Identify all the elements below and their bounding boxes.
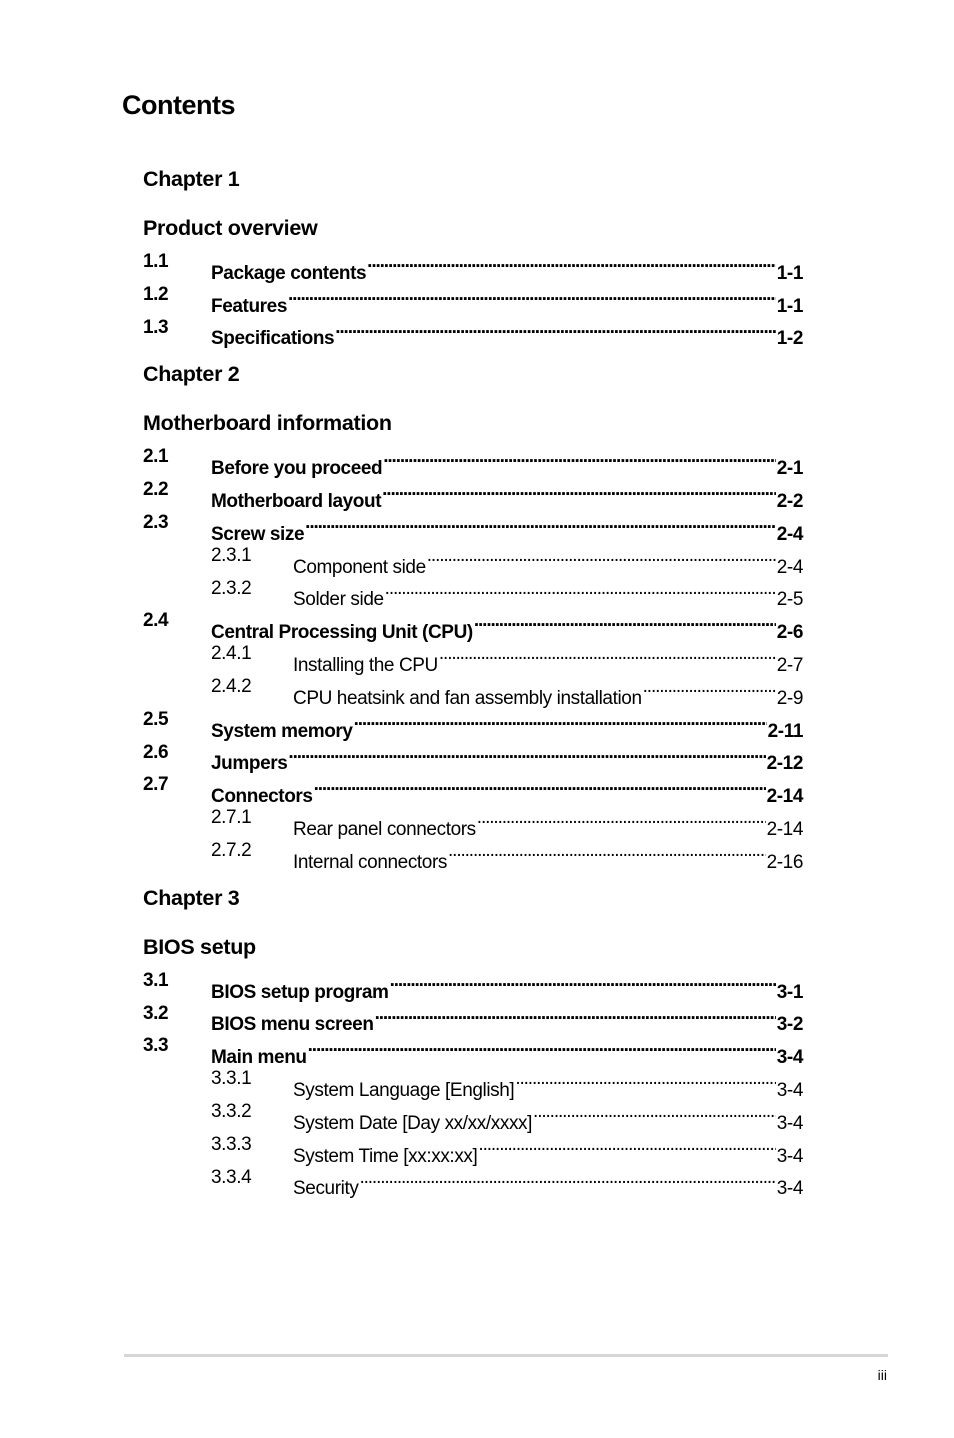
entry-number: 2.7.1 bbox=[211, 807, 252, 829]
chapter-section bbox=[143, 885, 803, 1200]
entry-number: 2.1 bbox=[143, 446, 169, 468]
entry-number: 2.4.2 bbox=[211, 675, 252, 697]
dot-leader bbox=[305, 507, 776, 540]
toc-section-entry[interactable] bbox=[143, 312, 803, 350]
toc-section-entry[interactable] bbox=[143, 1030, 803, 1069]
entry-page-number: 2-9 bbox=[776, 687, 803, 709]
toc-subsection-entry[interactable] bbox=[143, 1096, 803, 1134]
entry-page-number: 2-14 bbox=[766, 786, 803, 808]
dot-leader bbox=[448, 835, 766, 868]
dot-leader bbox=[308, 1030, 776, 1063]
dot-leader bbox=[439, 638, 776, 671]
toc-section-entry[interactable] bbox=[143, 998, 803, 1036]
dot-leader bbox=[515, 1063, 775, 1096]
entry-title: System Date [Day xx/xx/xxxx] bbox=[293, 1112, 533, 1134]
entry-page-number: 2-16 bbox=[766, 851, 803, 873]
dot-leader bbox=[335, 312, 776, 345]
entry-number: 2.2 bbox=[143, 479, 169, 501]
toc-section-entry[interactable] bbox=[143, 474, 803, 512]
dot-leader bbox=[288, 737, 765, 770]
dot-leader bbox=[314, 769, 766, 802]
entry-page-number: 1-1 bbox=[776, 262, 803, 284]
toc-subsection-entry[interactable] bbox=[143, 540, 803, 578]
dot-leader bbox=[390, 965, 776, 998]
toc-section-entry[interactable] bbox=[143, 279, 803, 317]
entry-number: 3.3.3 bbox=[211, 1133, 252, 1155]
entry-page-number: 1-1 bbox=[776, 295, 803, 317]
footer-divider bbox=[124, 1354, 888, 1357]
entry-page-number: 3-4 bbox=[776, 1079, 803, 1101]
entry-page-number: 3-2 bbox=[776, 1014, 803, 1036]
entry-number: 1.2 bbox=[143, 283, 169, 305]
toc-subsection-entry[interactable] bbox=[143, 802, 803, 840]
entry-number: 3.2 bbox=[143, 1002, 169, 1024]
entry-page-number: 3-4 bbox=[776, 1112, 803, 1134]
entry-page-number: 2-14 bbox=[766, 818, 803, 840]
table-of-contents bbox=[143, 166, 803, 1200]
entry-title: Internal connectors bbox=[293, 851, 447, 873]
entry-number: 2.4.1 bbox=[211, 643, 252, 665]
entry-number: 2.7.2 bbox=[211, 839, 252, 861]
dot-leader bbox=[375, 998, 776, 1031]
entry-page-number: 2-5 bbox=[776, 589, 803, 611]
entry-title: Package contents bbox=[211, 262, 367, 284]
toc-subsection-entry[interactable] bbox=[143, 1129, 803, 1167]
toc-subsection-entry[interactable] bbox=[143, 835, 803, 873]
toc-section-entry[interactable] bbox=[143, 246, 803, 284]
dot-leader bbox=[477, 802, 766, 835]
toc-section-entry[interactable] bbox=[143, 965, 803, 1003]
entry-page-number: 2-1 bbox=[776, 458, 803, 480]
chapter-title: Motherboard information bbox=[143, 411, 392, 436]
page-title: Contents bbox=[122, 90, 235, 120]
toc-subsection-entry[interactable] bbox=[143, 638, 803, 676]
entry-page-number: 2-4 bbox=[776, 523, 803, 545]
entry-title: Central Processing Unit (CPU) bbox=[211, 622, 473, 644]
entry-number: 1.3 bbox=[143, 316, 169, 338]
entry-title: System memory bbox=[211, 720, 353, 742]
toc-subsection-entry[interactable] bbox=[143, 671, 803, 709]
entry-page-number: 1-2 bbox=[776, 328, 803, 350]
entry-title: Security bbox=[293, 1178, 359, 1200]
dot-leader bbox=[383, 441, 776, 474]
entry-page-number: 2-11 bbox=[767, 720, 803, 742]
entry-page-number: 3-4 bbox=[776, 1145, 803, 1167]
dot-leader bbox=[367, 246, 776, 279]
entry-title: System Language [English] bbox=[293, 1079, 515, 1101]
entry-number: 2.6 bbox=[143, 741, 169, 763]
dot-leader bbox=[643, 671, 776, 704]
entry-page-number: 3-4 bbox=[776, 1047, 803, 1069]
entry-title: Installing the CPU bbox=[293, 654, 438, 676]
chapter-title: Product overview bbox=[143, 216, 318, 240]
dot-leader bbox=[478, 1129, 775, 1162]
entry-title: Connectors bbox=[211, 786, 313, 808]
chapter-label: Chapter 3 bbox=[143, 885, 240, 910]
page-number: iii bbox=[877, 1367, 887, 1383]
entry-title: System Time [xx:xx:xx] bbox=[293, 1145, 478, 1167]
entry-title: Screw size bbox=[211, 523, 305, 545]
dot-leader bbox=[382, 474, 776, 507]
entry-title: Rear panel connectors bbox=[293, 818, 476, 840]
entry-line bbox=[293, 1162, 803, 1207]
toc-section-entry[interactable] bbox=[143, 704, 803, 742]
entry-number: 1.1 bbox=[143, 251, 169, 272]
entry-title: Jumpers bbox=[211, 753, 288, 775]
chapter-section bbox=[143, 361, 803, 873]
entry-title: Solder side bbox=[293, 589, 384, 611]
entry-title: Before you proceed bbox=[211, 458, 383, 480]
entry-page-number: 3-4 bbox=[776, 1178, 803, 1200]
chapter-label: Chapter 1 bbox=[143, 167, 240, 191]
dot-leader bbox=[385, 573, 776, 606]
toc-subsection-entry[interactable] bbox=[143, 573, 803, 611]
entry-number: 3.3.4 bbox=[211, 1166, 252, 1188]
entry-page-number: 2-7 bbox=[776, 654, 803, 676]
entry-title: Main menu bbox=[211, 1047, 307, 1069]
toc-subsection-entry[interactable] bbox=[143, 1162, 803, 1200]
chapter-section bbox=[143, 166, 803, 350]
entry-line bbox=[211, 312, 803, 357]
entry-number: 3.1 bbox=[143, 969, 169, 991]
entry-number: 3.3 bbox=[143, 1035, 169, 1057]
entry-number: 2.5 bbox=[143, 708, 169, 730]
entry-title: CPU heatsink and fan assembly installation bbox=[293, 687, 642, 709]
entry-title: Features bbox=[211, 295, 288, 317]
dot-leader bbox=[359, 1162, 775, 1195]
toc-section-entry[interactable] bbox=[143, 737, 803, 775]
entry-title: BIOS setup program bbox=[211, 981, 389, 1003]
entry-line bbox=[293, 835, 803, 880]
entry-number: 3.3.2 bbox=[211, 1100, 252, 1122]
dot-leader bbox=[474, 605, 776, 638]
toc-section-entry[interactable] bbox=[143, 605, 803, 644]
entry-number: 2.3.1 bbox=[211, 544, 252, 566]
entry-number: 2.3 bbox=[143, 511, 169, 533]
entry-number: 3.3.1 bbox=[211, 1068, 252, 1090]
entry-page-number: 2-2 bbox=[776, 490, 803, 512]
dot-leader bbox=[354, 704, 767, 737]
dot-leader bbox=[427, 540, 776, 573]
entry-title: BIOS menu screen bbox=[211, 1014, 374, 1036]
toc-section-entry[interactable] bbox=[143, 441, 803, 480]
dot-leader bbox=[288, 279, 776, 312]
toc-subsection-entry[interactable] bbox=[143, 1063, 803, 1101]
entry-number: 2.4 bbox=[143, 610, 169, 632]
entry-page-number: 3-1 bbox=[776, 981, 803, 1003]
toc-section-entry[interactable] bbox=[143, 507, 803, 545]
entry-title: Specifications bbox=[211, 328, 335, 350]
entry-page-number: 2-6 bbox=[776, 622, 803, 644]
entry-title: Motherboard layout bbox=[211, 490, 382, 512]
dot-leader bbox=[533, 1096, 776, 1129]
entry-title: Component side bbox=[293, 556, 426, 578]
entry-page-number: 2-12 bbox=[766, 753, 803, 775]
entry-page-number: 2-4 bbox=[776, 556, 803, 578]
chapter-label: Chapter 2 bbox=[143, 362, 240, 387]
toc-section-entry[interactable] bbox=[143, 769, 803, 808]
entry-number: 2.3.2 bbox=[211, 577, 252, 599]
entry-number: 2.7 bbox=[143, 774, 169, 796]
chapter-title: BIOS setup bbox=[143, 934, 256, 959]
